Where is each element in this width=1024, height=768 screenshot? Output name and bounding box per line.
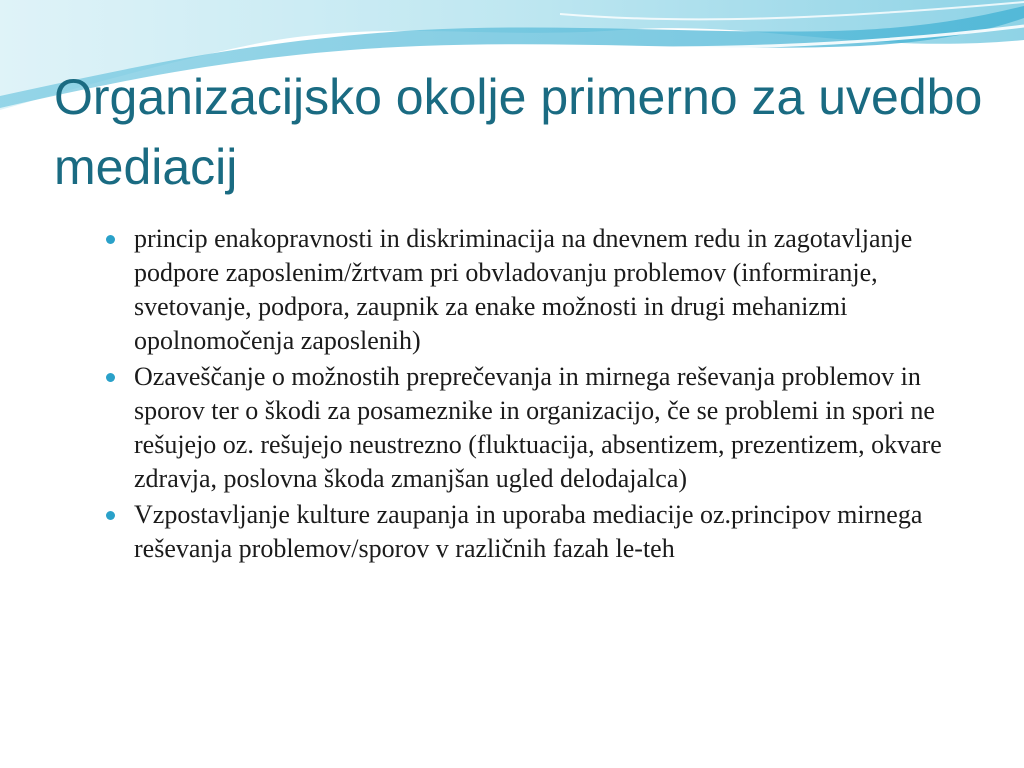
- bullet-item: [104, 360, 964, 496]
- bullet-text: princip enakopravnosti in diskriminacija na dnevnem redu in zagotavljanje podpore zaposlenim/žrtvam pri obvladovanju problemov (informiranje, svetovanje, podpora, zaupnik za enake možnosti in drugi mehanizmi opolnomočenja zaposlenih): [134, 224, 913, 355]
- bullet-item: [104, 222, 964, 358]
- bullet-dot-icon: [106, 373, 115, 382]
- bullet-dot-icon: [106, 511, 115, 520]
- slide-title: Organizacijsko okolje primerno za uvedbo mediacij: [54, 69, 983, 195]
- bullet-dot-icon: [106, 235, 115, 244]
- bullet-text: Vzpostavljanje kulture zaupanja in uporaba mediacije oz.principov mirnega reševanja problemov/sporov v različnih fazah le-teh: [134, 500, 923, 563]
- bullet-list: [104, 222, 964, 568]
- bullet-text: Ozaveščanje o možnostih preprečevanja in mirnega reševanja problemov in sporov ter o škodi za posameznike in organizacijo, če se problemi in spori ne rešujejo oz. rešujejo neustrezno (fluktuacija, absentizem, prezentizem, okvare zdravja, poslovna škoda zmanjšan ugled delodajalca): [134, 362, 942, 493]
- bullet-item: [104, 498, 964, 566]
